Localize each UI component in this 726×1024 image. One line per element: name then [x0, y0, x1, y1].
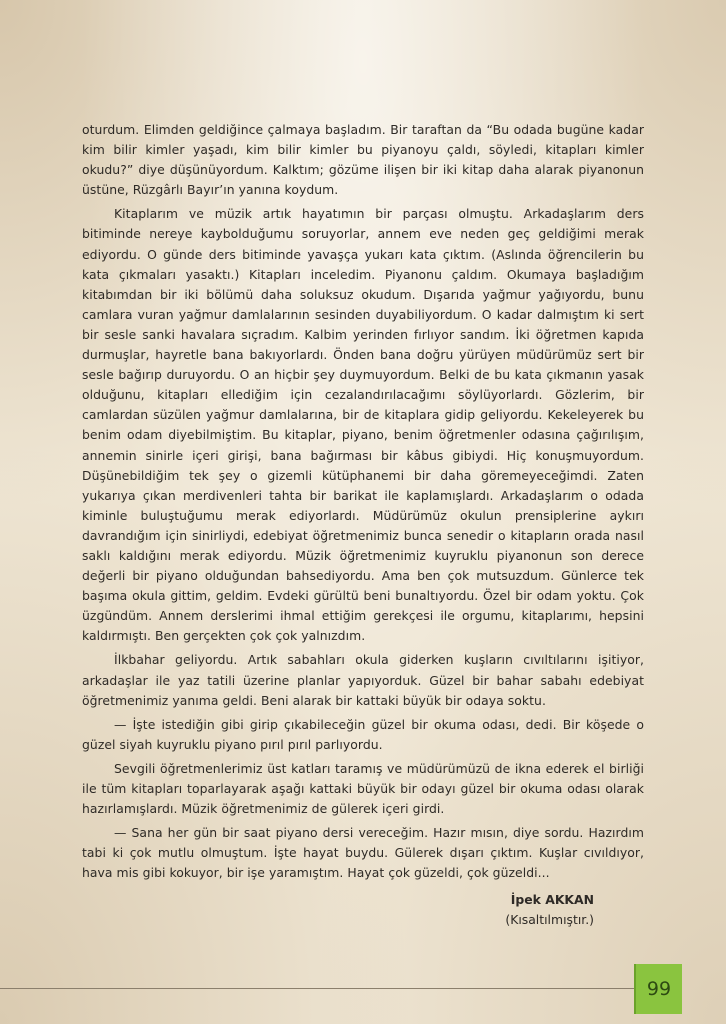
paragraph-5: Sevgili öğretmenlerimiz üst katları taramış ve müdürümüzü de ikna ederek el birliği ile tüm kitapları toparlayarak aşağı kattaki büyük bir odayı güzel bir okuma odası olarak hazırlamışlardı. Müzik öğretmenimiz de gülerek içeri girdi. [82, 760, 644, 817]
paragraph-6: — Sana her gün bir saat piyano dersi vereceğim. Hazır mısın, diye sordu. Hazırdım tabi ki çok mutlu olmuştum. İşte hayat buydu. Gülerek dışarı çıktım. Kuşlar cıvıldıyor, hava mis gibi kokuyor, bir işe yaramıştım. Hayat çok güzeldi, çok güzeldi... [82, 825, 644, 881]
paragraph-2: Kitaplarım ve müzik artık hayatımın bir parçası olmuştu. Arkadaşlarım ders bitiminde nereye kaybolduğumu soruyorlar, annem eve neden geç geldiğimi merak ediyordu. O günde ders bitiminde yavaşça yukarı kata çıktım. (Aslında öğrencilerin bu kata çıkmaları yasaktı.) Kitapları inceledim. Piyanonu çaldım. Okumaya başladığım kitabımdan bir iki bölümü daha soluksuz okudum. Dışarıda yağmur yağıyordu, bunu camlara vuran yağmur damlalarının sesinden duyabiliyordum. O kadar dalmıştım ki sert bir sesle sanki havalara sıçradım. Kalbim yerinden fırlıyor sandım. İki öğretmen kapıda durmuşlar, hayretle bana bakıyorlardı. Önden bana doğru yürüyen müdürümüz sert bir sesle bağırıp duruyordu. O an hiçbir şey duymuyordum. Belki de bu kata çıkmanın yasak olduğunu, kitapları ellediğim için cezalandırılacağımı söylüyorlardı. Gözlerim, bir camlardan süzülen yağmur damlalarına, bir de kitaplara gidip geliyordu. Kekeleyerek bu benim odam diyebilmiştim. Bu kitaplar, piyano, benim öğretmenler odasına çağırılışım, annemin sinirle içeri girişi, bana bağırması bir kâbus gibiydi. Hiç konuşmuyordum. Düşünebildiğim tek şey o gizemli kütüphanemi bir daha göremeyeceğimdi. Zaten yukarıya çıkan merdivenleri tahta bir barikat ile kaplamışlardı. Arkadaşlarım o odada kiminle buluştuğumu merak ediyorlardı. Müdürümüz okulun prensiplerine aykırı davrandığım için sinirliydi, edebiyat öğretmenimiz bunca senedir o kitapların orada nasıl saklı kaldığını merak ediyordu. Müzik öğretmenimiz kuyruklu piyanonun son derece değerli bir piyano olduğundan bahsediyordu. Ama ben çok mutsuzdum. Günlerce tek başıma okula gittim, geldim. Evdeki gürültü beni bunaltıyordu. Özel bir odam yoktu. Çok üzgündüm. Annem derslerimi ihmal ettiğim gerekçesi ile orgumu, kitaplarımı, hepsini kaldırmıştı. Ben gerçekten çok çok yalnızdım. [82, 206, 644, 644]
signature [505, 890, 594, 930]
footer-divider [0, 988, 634, 989]
story-text [82, 120, 644, 887]
paragraph-1: oturdum. Elimden geldiğince çalmaya başladım. Bir taraftan da “Bu odada bugüne kadar kim bilir kimler yaşadı, kim bilir kimler bu piyanoyu çaldı, söyledi, kitapları kimler okudu?” diye düşünüyordum. Kalktım; gözüme ilişen bir iki kitap daha alarak piyanonun üstüne, Rüzgârlı Bayır’ın yanına koydum. [82, 122, 644, 198]
paragraph-3: İlkbahar geliyordu. Artık sabahları okula giderken kuşların cıvıltılarını işitiyor, arkadaşlar ile yaz tatili üzerine planlar yapıyorduk. Güzel bir bahar sabahı edebiyat öğretmenimiz yanıma geldi. Beni alarak bir kattaki büyük bir odaya soktu. [82, 652, 644, 708]
abridged-note: (Kısaltılmıştır.) [505, 912, 594, 927]
page-number-badge [634, 964, 682, 1014]
paragraph-4: — İşte istediğin gibi girip çıkabileceğin güzel bir okuma odası, dedi. Bir köşede o güzel siyah kuyruklu piyano pırıl pırıl parlıyordu. [82, 716, 644, 752]
author-name: İpek AKKAN [510, 892, 594, 907]
page-number: 99 [646, 978, 672, 1000]
